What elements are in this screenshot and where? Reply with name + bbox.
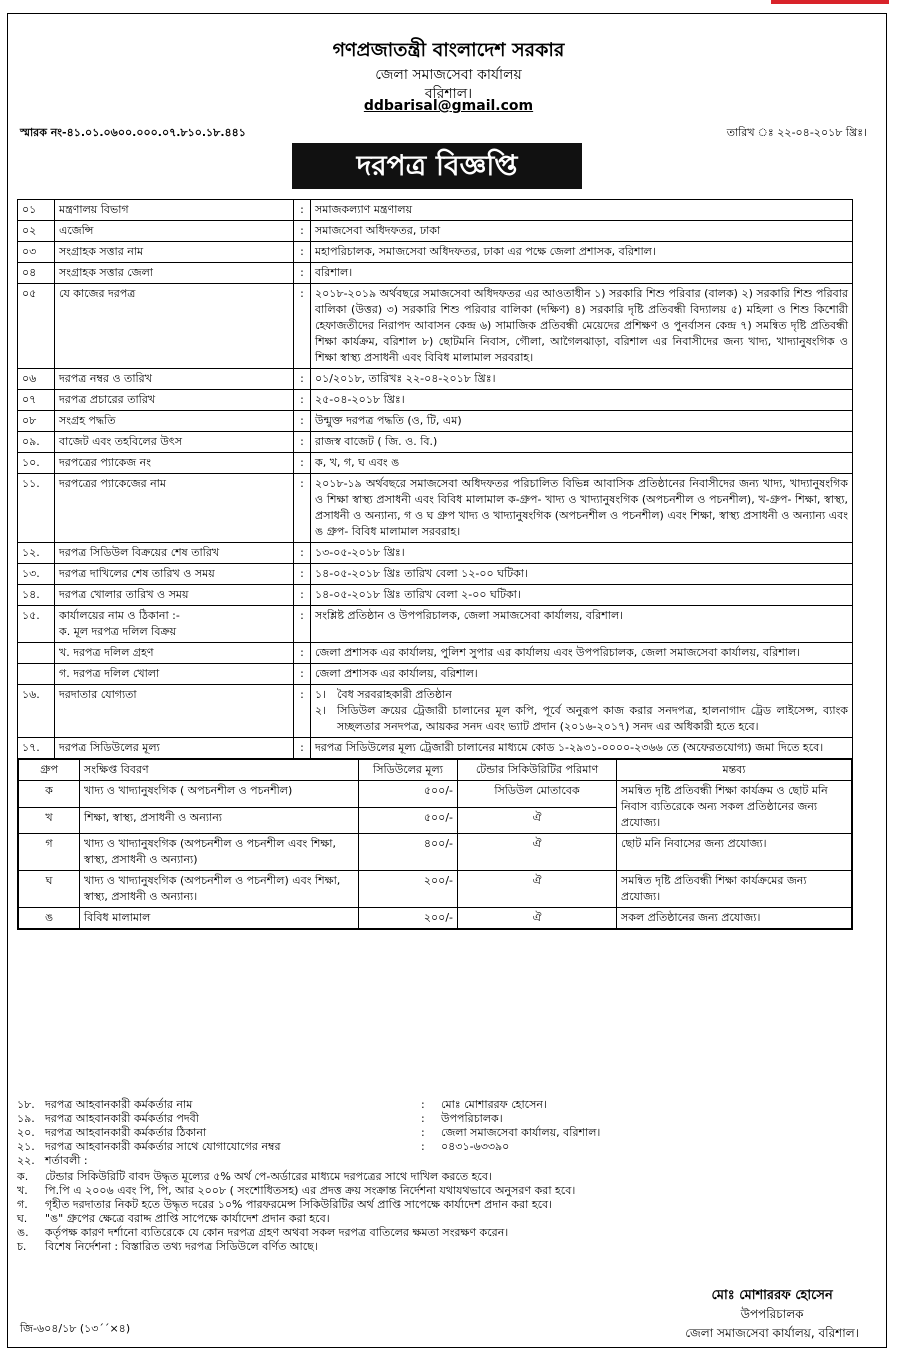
table-row: ০৪ সংগ্রাহক সত্তার জেলা : বরিশাল। — [18, 263, 853, 284]
table-row: ১৩. দরপত্র দাখিলের শেষ তারিখ ও সময় : ১৪-০৫-২০১৮ খ্রিঃ তারিখ বেলা ১২-০০ ঘটিকা। — [18, 564, 853, 585]
email-link[interactable]: ddbarisal@gmail.com — [363, 98, 534, 114]
notice-date: তারিখ ঃ ২২-০৪-২০১৮ খ্রিঃ। — [726, 126, 867, 139]
table-row: ১৬. দরদাতার যোগ্যতা : ১। বৈধ সরবরাহকারী প্রতিষ্ঠান ২। সিডিউল ক্রয়ের ট্রেজারী চালানের মূল কপি, পূর্বে অনুরূপ কাজ করার সনদপত্র, হালনাগাদ ট্রেড লাইসেন্স, ব্যাংক সচ্ছলতার সনদপত্র, আয়কর সনদ এবং ভ্যাট প্রদান (২০১৬-২০১৭) সনদ এর অধিকারী হতে হবে। — [18, 685, 853, 738]
tender-notice-banner: দরপত্র বিজ্ঞপ্তি — [292, 143, 582, 189]
officer-info-row: ১৮. দরপত্র আহবানকারী কর্মকর্তার নাম : মোঃ মোশাররফ হোসেন। — [17, 1098, 547, 1111]
signatory-designation: উপপরিচালক — [740, 1307, 804, 1321]
table-row: ০৫ যে কাজের দরপত্র : ২০১৮-২০১৯ অর্থবছরে সমাজসেবা অধিদফতর এর আওতাধীন ১) সরকারি শিশু পরিবার (বালক) ২) সরকারি শিশু পরিবার বালিকা (উত্তর) ৩) সরকারি শিশু পরিবার বালিকা (দক্ষিণ) ৪) সরকারি দৃষ্টি প্রতিবন্ধী বিদ্যালয় ৫) মহিলা ও শিশু কিশোরী হেফাজতীদের নিরাপদ আবাসন কেন্দ্র ৬) সামাজিক প্রতিবন্ধী মেয়েদের প্রশিক্ষণ ও পুনর্বাসন কেন্দ্র ৭) সমন্বিত দৃষ্টি প্রতিবন্ধী শিক্ষা কার্যক্রম, বরিশাল ৮) ছোটমনি নিবাস, গৌলা, আগৈলঝাড়া, বরিশাল এর নিবাসীদের জন্য খাদ্য, খাদ্যানুষংগিক ও শিক্ষা স্বাস্থ্য প্রসাধনী এবং বিবিধ মালামাল সরবরাহ। — [18, 284, 853, 369]
signature-block — [685, 1286, 859, 1343]
group-row: খ শিক্ষা, স্বাস্থ্য, প্রসাধনী ও অন্যান্য ৫০০/- ঐ — [19, 807, 852, 834]
term-item: খ. পি.পি এ ২০০৬ এবং পি, পি, আর ২০০৮ ( সংশোধিতসহ) এর প্রদত্ত ক্রয় সংক্রান্ত নির্দেশনা যথাযথভাবে অনুসরণ করা হবে। — [17, 1184, 576, 1197]
table-row: ১৪. দরপত্র খোলার তারিখ ও সময় : ১৪-০৫-২০১৮ খ্রিঃ তারিখ বেলা ২-০০ ঘটিকা। — [18, 585, 853, 606]
group-header-row: গ্রুপ সংক্ষিপ্ত বিবরণ সিডিউলের মূল্য টেন্ডার সিকিউরিটির পরিমাণ মন্তব্য — [19, 760, 852, 781]
table-row: গ. দরপত্র দলিল খোলা : জেলা প্রশাসক এর কার্যালয়, বরিশাল। — [18, 664, 853, 685]
table-row: ০১ মন্ত্রণালয় বিভাগ : সমাজকল্যাণ মন্ত্রণালয় — [18, 200, 853, 221]
table-row: ০৩ সংগ্রাহক সত্তার নাম : মহাপরিচালক, সমাজসেবা অধিদফতর, ঢাকা এর পক্ষে জেলা প্রশাসক, বরিশাল। — [18, 242, 853, 263]
term-item: ঘ. "ঙ" গ্রুপের ক্ষেত্রে বরাদ্দ প্রাপ্তি সাপেক্ষে কার্যাদেশ প্রদান করা হবে। — [17, 1212, 330, 1225]
term-item: ঙ. কর্তৃপক্ষ কারণ দর্শানো ব্যতিরেকে যে কোন দরপত্র গ্রহণ অথবা সকল দরপত্র বাতিলের ক্ষমতা সংরক্ষণ করেন। — [17, 1226, 509, 1239]
government-title: গণপ্রজাতন্ত্রী বাংলাদেশ সরকার — [332, 39, 565, 61]
table-row: খ. দরপত্র দলিল গ্রহণ : জেলা প্রশাসক এর কার্যালয়, পুলিশ সুপার এর কার্যালয় এবং উপপরিচালক, জেলা সমাজসেবা কার্যালয়, বরিশাল। — [18, 643, 853, 664]
term-item: ক. টেন্ডার সিকিউরিটি বাবদ উদ্ধৃত মূল্যের ৫% অর্থ পে-অর্ডারের মাধ্যমে দরপত্রের সাথে দাখিল করতে হবে। — [17, 1170, 492, 1183]
table-row: ০৯. বাজেট এবং তহবিলের উৎস : রাজস্ব বাজেট ( জি. ও. বি.) — [18, 432, 853, 453]
signatory-name: মোঃ মোশাররফ হোসেন — [711, 1288, 833, 1303]
group-row: ঙ বিবিধ মালামাল ২০০/- ঐ সকল প্রতিষ্ঠানের জন্য প্রযোজ্য। — [19, 908, 852, 929]
group-price-table — [18, 759, 852, 929]
top-accent-line — [771, 0, 889, 4]
group-row: গ খাদ্য ও খাদ্যানুষংগিক (অপচনশীল ও পচনশীল এবং শিক্ষা, স্বাস্থ্য, প্রসাধনী ও অন্যান্য) ৪০০/- ঐ ছোট মনি নিবাসের জন্য প্রযোজ্য। — [19, 834, 852, 871]
table-row: ১০. দরপত্রের প্যাকেজ নং : ক, খ, গ, ঘ এবং ঙ — [18, 453, 853, 474]
terms-title: ২২. শর্তাবলী : — [17, 1154, 88, 1167]
table-row: ১৫. কার্যালয়ের নাম ও ঠিকানা :- ক. মূল দরপত্র দলিল বিক্রয় : সংশ্লিষ্ট প্রতিষ্ঠান ও উপপরিচালক, জেলা সমাজসেবা কার্যালয়, বরিশাল। — [18, 606, 853, 643]
table-row: ০২ এজেন্সি : সমাজসেবা অধিদফতর, ঢাকা — [18, 221, 853, 242]
officer-info-row: ১৯. দরপত্র আহবানকারী কর্মকর্তার পদবী : উপপরিচালক। — [17, 1112, 503, 1125]
table-row: ০৮ সংগ্রহ পদ্ধতি : উন্মুক্ত দরপত্র পদ্ধতি (ও, টি, এম) — [18, 411, 853, 432]
office-name: জেলা সমাজসেবা কার্যালয় — [375, 67, 522, 83]
city-name: বরিশাল। — [424, 86, 473, 102]
memo-number: স্মারক নং-৪১.০১.০৬০০.০০০.০৭.৮১০.১৮.৪৪১ — [20, 126, 246, 139]
officer-info-row: ২০. দরপত্র আহবানকারী কর্মকর্তার ঠিকানা : জেলা সমাজসেবা কার্যালয়, বরিশাল। — [17, 1126, 601, 1139]
publication-code: জি-৬০৪/১৮ (১৩´´×৪) — [20, 1322, 131, 1335]
group-row: ঘ খাদ্য ও খাদ্যানুষংগিক (অপচনশীল ও পচনশীল) এবং শিক্ষা, স্বাস্থ্য, প্রসাধনী ও অন্যান্য। ২০০/- ঐ সমন্বিত দৃষ্টি প্রতিবন্ধী শিক্ষা কার্যক্রমের জন্য প্রযোজ্য। — [19, 871, 852, 908]
signatory-office: জেলা সমাজসেবা কার্যালয়, বরিশাল। — [685, 1326, 859, 1340]
table-row: ১৭. দরপত্র সিডিউলের মূল্য : দরপত্র সিডিউলের মূল্য ট্রেজারী চালানের মাধ্যমে কোড ১-২৯৩১-০০০০-২৩৬৬ তে (অফেরতযোগ্য) জমা দিতে হবে। — [18, 738, 853, 759]
table-row: ১২. দরপত্র সিডিউল বিক্রয়ের শেষ তারিখ : ১৩-০৫-২০১৮ খ্রিঃ। — [18, 543, 853, 564]
term-item: গ. গৃহীত দরদাতার নিকট হতে উদ্ধৃত দরের ১০% পারফরমেন্স সিকিউরিটির অর্থ প্রাপ্তি সাপেক্ষে কার্যাদেশ প্রদান করা হবে। — [17, 1198, 553, 1211]
officer-info-and-terms — [17, 1098, 857, 1254]
table-row: ০৬ দরপত্র নম্বর ও তারিখ : ০১/২০১৮, তারিখঃ ২২-০৪-২০১৮ খ্রিঃ। — [18, 369, 853, 390]
tender-details-table — [17, 199, 853, 930]
group-row: ক খাদ্য ও খাদ্যানুষংগিক ( অপচনশীল ও পচনশীল) ৫০০/- সিডিউল মোতাবেক সমন্বিত দৃষ্টি প্রতিবন্ধী শিক্ষা কার্যক্রম ও ছোট মনি নিবাস ব্যতিরেকে অন্য সকল প্রতিষ্ঠানের জন্য প্রযোজ্য। — [19, 781, 852, 808]
officer-info-row: ২১. দরপত্র আহবানকারী কর্মকর্তার সাথে যোগাযোগের নম্বর : ০৪৩১-৬৩৩৯০ — [17, 1140, 510, 1153]
table-row: ১১. দরপত্রের প্যাকেজের নাম : ২০১৮-১৯ অর্থবছরে সমাজসেবা অধিদফতর পরিচালিত বিভিন্ন আবাসিক প্রতিষ্ঠানের নিবাসীদের জন্য খাদ্য, খাদ্যানুষংগিক ও শিক্ষা স্বাস্থ্য প্রসাধনী এবং বিবিধ মালামাল ক-গ্রুপ- খাদ্য ও খাদ্যানুষংগিক (অপচনশীল ও পচনশীল), খ-গ্রুপ- শিক্ষা, স্বাস্থ্য, প্রসাধনী ও অন্যান্য, গ ও ঘ গ্রুপ খাদ্য ও খাদ্যানুষংগিক (অপচনশীল ও পচনশীল) এবং শিক্ষা, স্বাস্থ্য প্রসাধনী ও অন্যান্য এবং ঙ গ্রুপ- বিবিধ মালামাল সরবরাহ। — [18, 474, 853, 543]
term-item: চ. বিশেষ নির্দেশনা : বিস্তারিত তথ্য দরপত্র সিডিউলে বর্ণিত আছে। — [17, 1240, 318, 1253]
table-row: ০৭ দরপত্র প্রচারের তারিখ : ২৫-০৪-২০১৮ খ্রিঃ। — [18, 390, 853, 411]
